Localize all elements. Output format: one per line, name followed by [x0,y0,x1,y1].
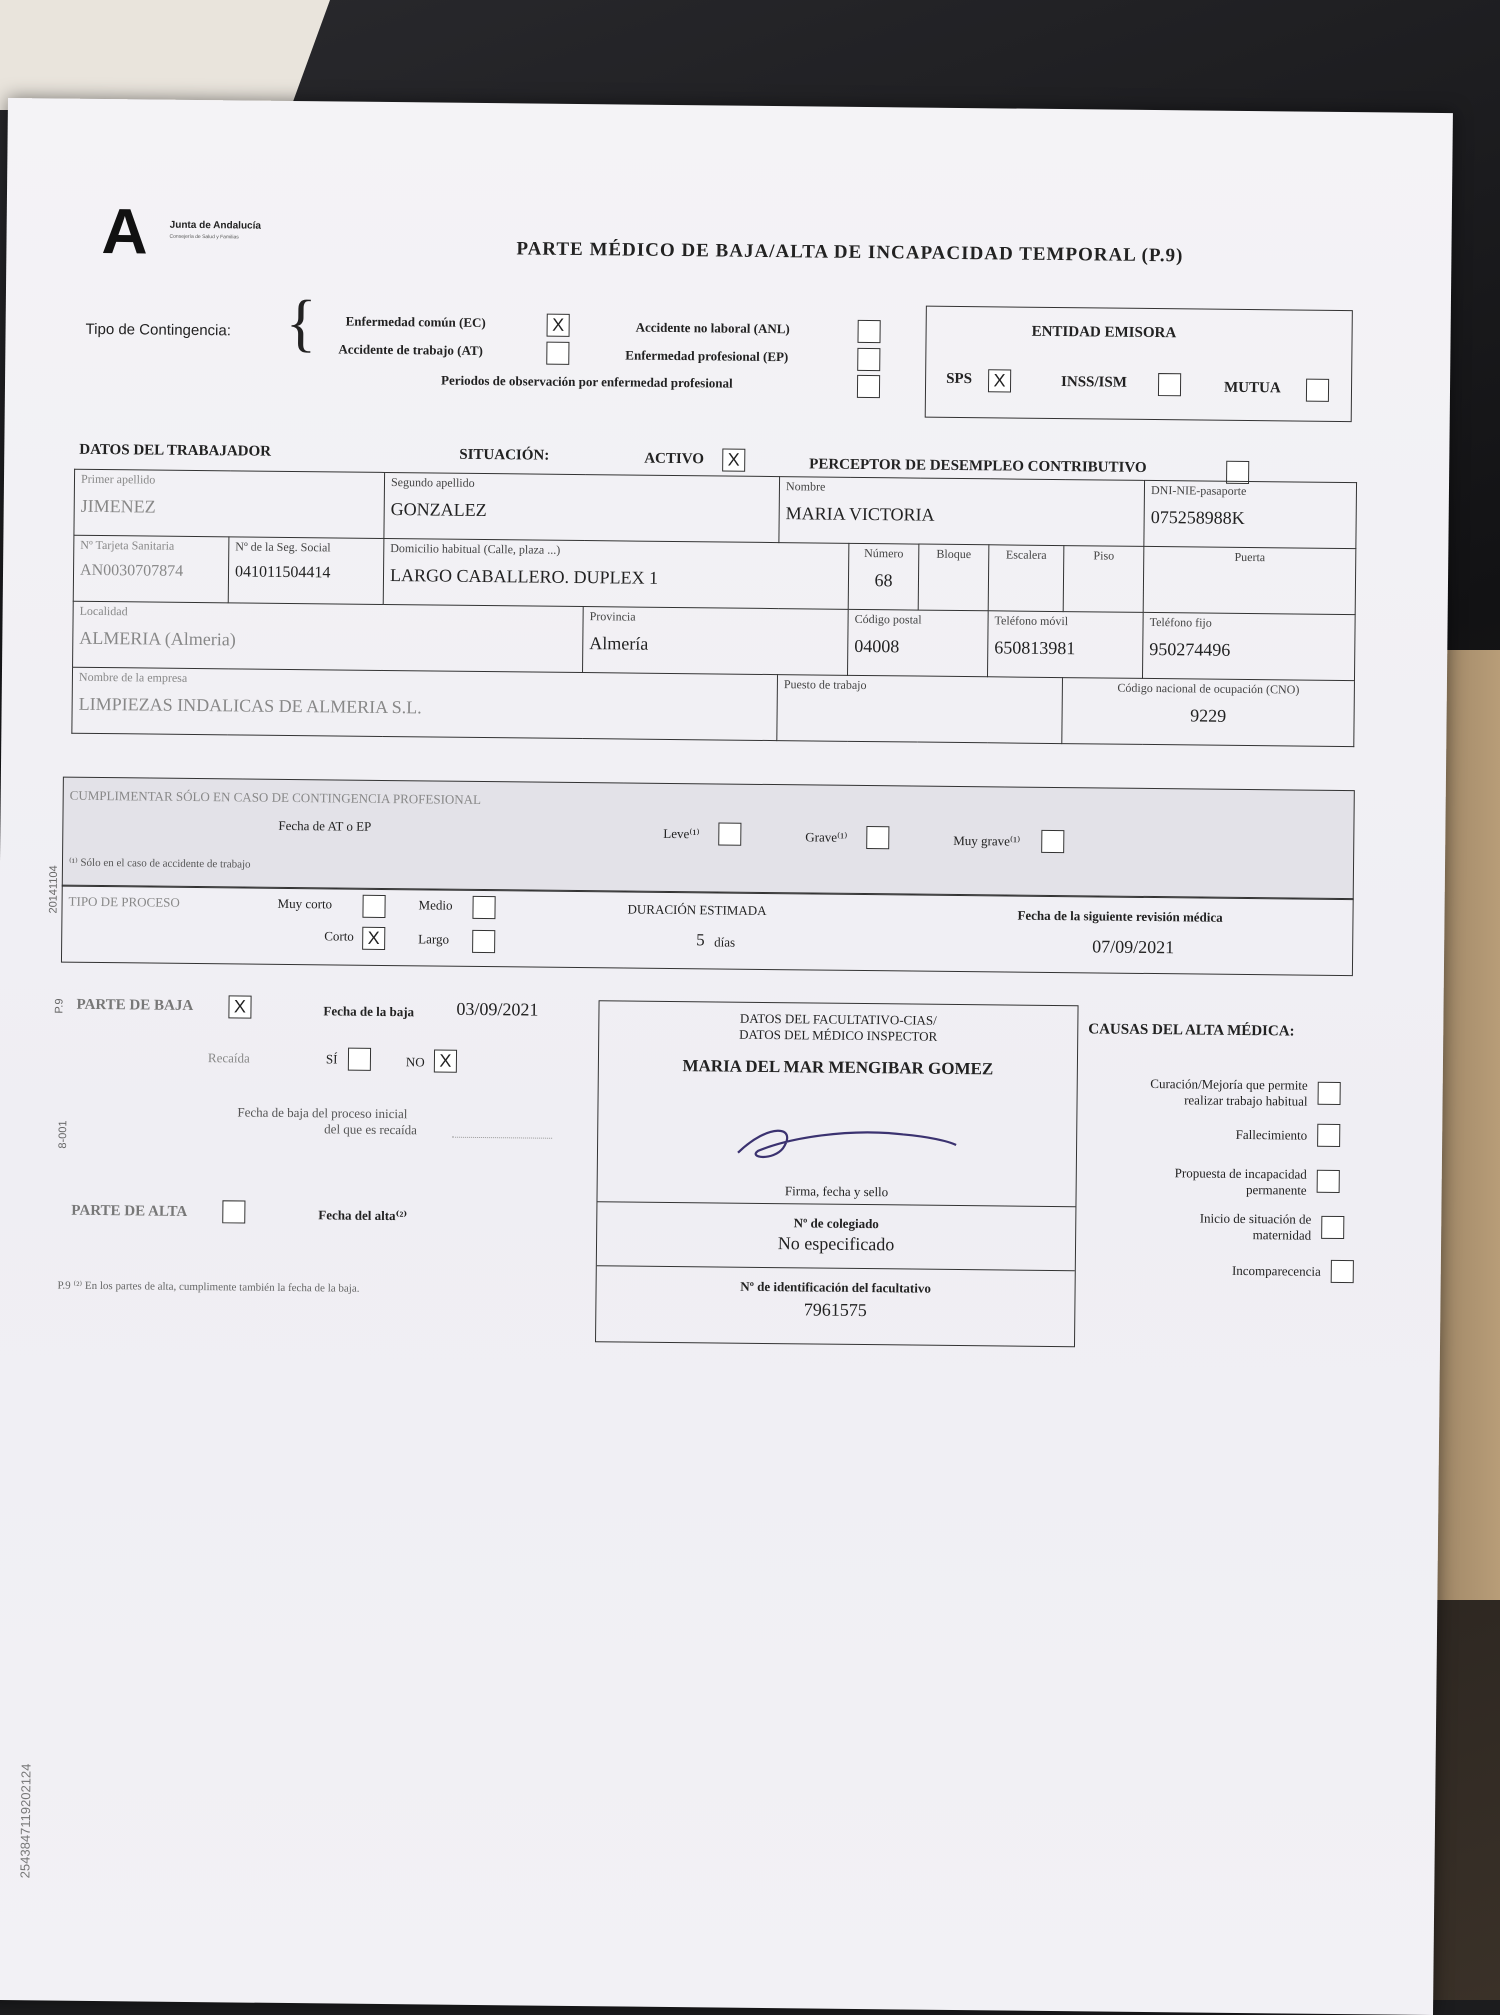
nombre-cell: Nombre MARIA VICTORIA [779,477,1145,547]
checkbox-largo[interactable] [472,930,495,953]
checkbox-fallecimiento[interactable] [1317,1124,1340,1147]
brace-icon: { [285,286,317,359]
background-paper-corner [0,0,330,110]
numero-value: 68 [874,570,893,591]
facultativo-id-value: 7961575 [803,1299,867,1321]
parte-alta-label: PARTE DE ALTA [71,1202,188,1220]
facultativo-divider-2 [597,1265,1075,1271]
trabajador-table [71,469,1357,747]
escalera-cell: Escalera [988,545,1064,612]
primer-apellido-value: JIMENEZ [80,495,156,517]
revision-label: Fecha de la siguiente revisión médica [1017,907,1223,925]
piso-cell: Piso [1063,546,1144,613]
causa-incapacidad: Propuesta de incapacidad permanente [1174,1165,1307,1198]
duracion-value: 5 [696,930,705,950]
alta-note: P.9 ⁽²⁾ En los partes de alta, cumplimente también la fecha de la baja. [57,1279,360,1295]
opt-observacion-label: Periodos de observación por enfermedad profesional [440,372,733,391]
empresa-value: LIMPIEZAS INDALICAS DE ALMERIA S.L. [78,693,422,718]
muy-grave-label: Muy grave⁽¹⁾ [953,832,1021,849]
logo-title: Junta de Andalucía [169,219,262,232]
trabajador-section-title: DATOS DEL TRABAJADOR [79,441,272,460]
fecha-inicial-label-1: Fecha de baja del proceso inicial [237,1104,408,1122]
perceptor-label: PERCEPTOR DE DESEMPLEO CONTRIBUTIVO [809,456,1147,476]
situacion-label: SITUACIÓN: [459,446,550,464]
opt-anl-label: Accidente no laboral (ANL) [635,319,790,337]
dni-cell: DNI-NIE-pasaporte 075258988K [1144,480,1357,548]
opt-at-label: Accidente de trabajo (AT) [338,341,483,358]
leve-label: Leve⁽¹⁾ [663,825,700,842]
fecha-inicial-line [452,1137,552,1139]
contingencia-label: Tipo de Contingencia: [85,320,232,340]
movil-value: 650813981 [994,637,1076,659]
segundo-apellido-cell: Segundo apellido GONZALEZ [384,472,780,542]
medical-form-page [0,98,1453,2015]
checkbox-muy-corto[interactable] [362,895,385,918]
fecha-at-ep-label: Fecha de AT o EP [278,817,372,834]
causa-curacion: Curación/Mejoría que permite realizar trabajo habitual [1150,1076,1308,1109]
parte-baja-label: PARTE DE BAJA [76,996,194,1014]
recaida-label: Recaída [207,1050,250,1066]
sps-label: SPS [946,370,973,388]
corto-label: Corto [324,928,354,944]
checkbox-corto[interactable]: X [362,927,385,950]
cno-cell: Código nacional de ocupación (CNO) 9229 [1062,678,1355,747]
seg-social-value: 041011504414 [234,563,331,582]
causas-title: CAUSAS DEL ALTA MÉDICA: [1088,1021,1295,1040]
cp-cell: Código postal 04008 [848,609,989,676]
opt-ec-label: Enfermedad común (EC) [345,313,486,331]
empresa-cell: Nombre de la empresa LIMPIEZAS INDALICAS DE ALMERIA S.L. [72,667,778,740]
provincia-value: Almería [589,633,649,654]
bloque-cell: Bloque [918,544,989,611]
entidad-emisora-box [925,306,1353,422]
document-title: PARTE MÉDICO DE BAJA/ALTA DE INCAPACIDAD TEMPORAL (P.9) [516,238,1184,267]
recaida-no-label: NO [405,1054,425,1070]
proceso-label: TIPO DE PROCESO [68,893,180,910]
margin-code-bottom: 25438471192021​24 [17,1763,34,1879]
localidad-cell: Localidad ALMERIA (Almeria) [73,601,584,672]
checkbox-medio[interactable] [472,896,495,919]
facultativo-nombre: MARIA DEL MAR MENGIBAR GOMEZ [682,1056,994,1079]
colegiado-value: No especificado [777,1233,895,1255]
checkbox-parte-alta[interactable] [222,1200,245,1223]
signature-icon [728,1113,969,1176]
profesional-title: CUMPLIMENTAR SÓLO EN CASO DE CONTINGENCIA PROFESIONAL [69,787,482,807]
recaida-si-label: SÍ [325,1051,338,1067]
segundo-apellido-value: GONZALEZ [390,499,487,521]
movil-cell: Teléfono móvil 650813981 [988,611,1144,679]
mutua-label: MUTUA [1223,379,1281,397]
checkbox-at[interactable] [546,342,569,365]
facultativo-title-2: DATOS DEL MÉDICO INSPECTOR [739,1026,938,1044]
puesto-cell: Puesto de trabajo [777,675,1063,744]
margin-code-top: 20141104 [47,865,60,914]
colegiado-label: Nº de colegiado [793,1215,879,1232]
contingencia-profesional-box [62,777,1355,901]
numero-cell: Número 68 [848,543,919,610]
muy-corto-label: Muy corto [277,895,333,912]
grave-label: Grave⁽¹⁾ [805,829,848,845]
checkbox-mutua[interactable] [1306,379,1329,402]
revision-value: 07/09/2021 [1092,936,1175,958]
checkbox-observacion[interactable] [857,375,880,398]
checkbox-recaida-no[interactable]: X [434,1050,457,1073]
fijo-cell: Teléfono fijo 950274496 [1143,612,1356,680]
proceso-box [61,885,1354,977]
facultativo-box [595,1000,1079,1347]
inss-label: INSS/ISM [1060,374,1128,391]
checkbox-grave[interactable] [866,826,889,849]
junta-logo-icon: A [101,194,149,268]
checkbox-anl[interactable] [857,320,880,343]
checkbox-sps[interactable]: X [988,369,1011,392]
localidad-value: ALMERIA (Almeria) [79,627,236,650]
activo-label: ACTIVO [644,450,705,468]
facultativo-divider-1 [597,1201,1075,1207]
domicilio-cell: Domicilio habitual (Calle, plaza ...) LARGO CABALLERO. DUPLEX 1 [383,538,849,609]
entidad-title: ENTIDAD EMISORA [1031,323,1177,342]
checkbox-leve[interactable] [718,822,741,845]
checkbox-maternidad[interactable] [1321,1216,1344,1239]
fecha-baja-value: 03/09/2021 [456,998,539,1020]
tarjeta-cell: Nº Tarjeta Sanitaria AN0030707874 [73,535,229,603]
checkbox-incapacidad[interactable] [1317,1170,1340,1193]
profesional-note: ⁽¹⁾ Sólo en el caso de accidente de trabajo [68,856,251,871]
checkbox-ep[interactable] [857,348,880,371]
provincia-cell: Provincia Almería [583,607,849,676]
checkbox-activo[interactable]: X [722,448,745,471]
checkbox-muy-grave[interactable] [1041,830,1064,853]
checkbox-parte-baja[interactable]: X [228,995,251,1018]
checkbox-recaida-si[interactable] [348,1048,371,1071]
tarjeta-value: AN0030707874 [79,561,184,580]
facultativo-id-label: Nº de identificación del facultativo [740,1278,931,1296]
duracion-label: DURACIÓN ESTIMADA [627,901,767,918]
puerta-cell: Puerta [1143,546,1356,614]
checkbox-incomparecencia[interactable] [1331,1260,1354,1283]
primer-apellido-cell: Primer apellido JIMENEZ [74,469,385,538]
checkbox-curacion[interactable] [1318,1082,1341,1105]
opt-ep-label: Enfermedad profesional (EP) [625,347,789,365]
largo-label: Largo [418,931,450,947]
cno-value: 9229 [1190,705,1227,726]
dni-value: 075258988K [1150,506,1245,528]
duracion-unit: días [714,934,736,950]
domicilio-value: LARGO CABALLERO. DUPLEX 1 [389,565,659,588]
causa-maternidad: Inicio de situación de maternidad [1199,1210,1312,1243]
fecha-inicial-label-2: del que es recaída [324,1121,418,1138]
nombre-value: MARIA VICTORIA [785,503,935,525]
facultativo-title-1: DATOS DEL FACULTATIVO-CIAS/ [739,1010,937,1028]
logo-subtitle: Consejería de Salud y Familias [169,233,239,241]
junta-logo [101,194,262,268]
firma-label: Firma, fecha y sello [784,1183,889,1200]
seg-social-cell: Nº de la Seg. Social 041011504414 [228,537,384,605]
fecha-alta-label: Fecha del alta⁽²⁾ [318,1207,408,1224]
margin-code-mid: P.9 [53,998,66,1014]
cp-value: 04008 [854,635,900,657]
medio-label: Medio [418,897,453,913]
causa-incomparecencia: Incomparecencia [1231,1262,1321,1279]
fecha-baja-label: Fecha de la baja [323,1003,415,1020]
causa-fallecimiento: Fallecimiento [1235,1126,1308,1143]
fijo-value: 950274496 [1149,638,1231,660]
checkbox-ec[interactable]: X [547,314,570,337]
checkbox-inss[interactable] [1158,373,1181,396]
margin-code-low: 8-001 [57,1120,70,1149]
